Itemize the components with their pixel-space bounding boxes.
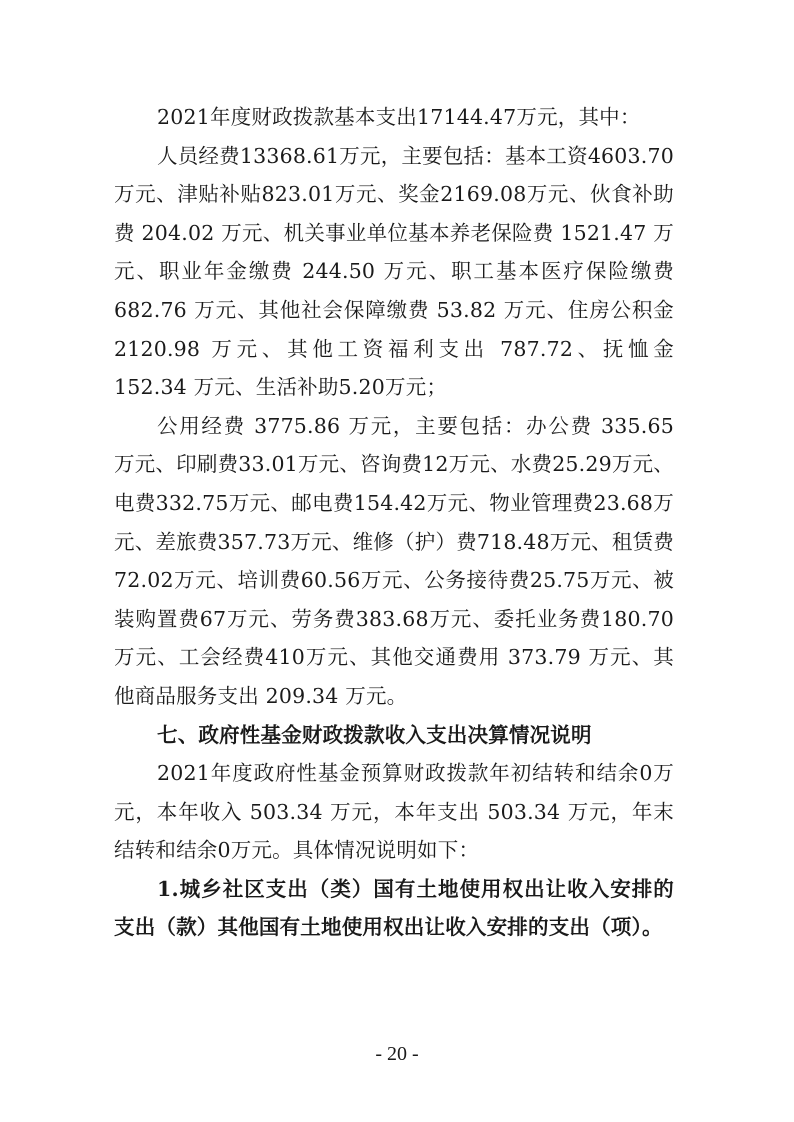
basic-expenditure-summary: 2021年度财政拨款基本支出17144.47万元，其中：	[157, 105, 641, 129]
personnel-expenses-paragraph: 人员经费13368.61万元，主要包括：基本工资4603.70万元、津贴补贴823.01万元、奖金2169.08万元、伙食补助费 204.02 万元、机关事业单位基本养老保险费 1521.47 万元、职业年金缴费 244.50 万元、职工基本医疗保险缴费 682.76 万元、其他社会保障缴费 53.82 万元、住房公积金 2120.98 万元、其他工资福利支出 787.72、抚恤金 152.34 万元、生活补助5.20万元；	[114, 143, 674, 400]
public-expenses-paragraph: 公用经费 3775.86 万元，主要包括：办公费 335.65 万元、印刷费33.01万元、咨询费12万元、水费25.29万元、电费332.75万元、邮电费154.42万元、物业管理费23.68万元、差旅费357.73万元、维修（护）费718.48万元、租赁费72.02万元、培训费60.56万元、公务接待费25.75万元、被装购置费67万元、劳务费383.68万元、委托业务费180.70万元、工会经费410万元、其他交通费用 373.79 万元、其他商品服务支出 209.34 万元。	[114, 413, 674, 708]
document-body	[114, 98, 674, 947]
government-fund-paragraph: 2021年度政府性基金预算财政拨款年初结转和结余0万元，本年收入 503.34 万元，本年支出 503.34 万元，年末结转和结余0万元。具体情况说明如下：	[114, 761, 674, 863]
section-heading: 七、政府性基金财政拨款收入支出决算情况说明	[157, 722, 592, 747]
item-1-paragraph: 1.城乡社区支出（类）国有土地使用权出让收入安排的支出（款）其他国有土地使用权出让收入安排的支出（项）。	[114, 876, 674, 940]
page-number: - 20 -	[375, 1043, 419, 1065]
